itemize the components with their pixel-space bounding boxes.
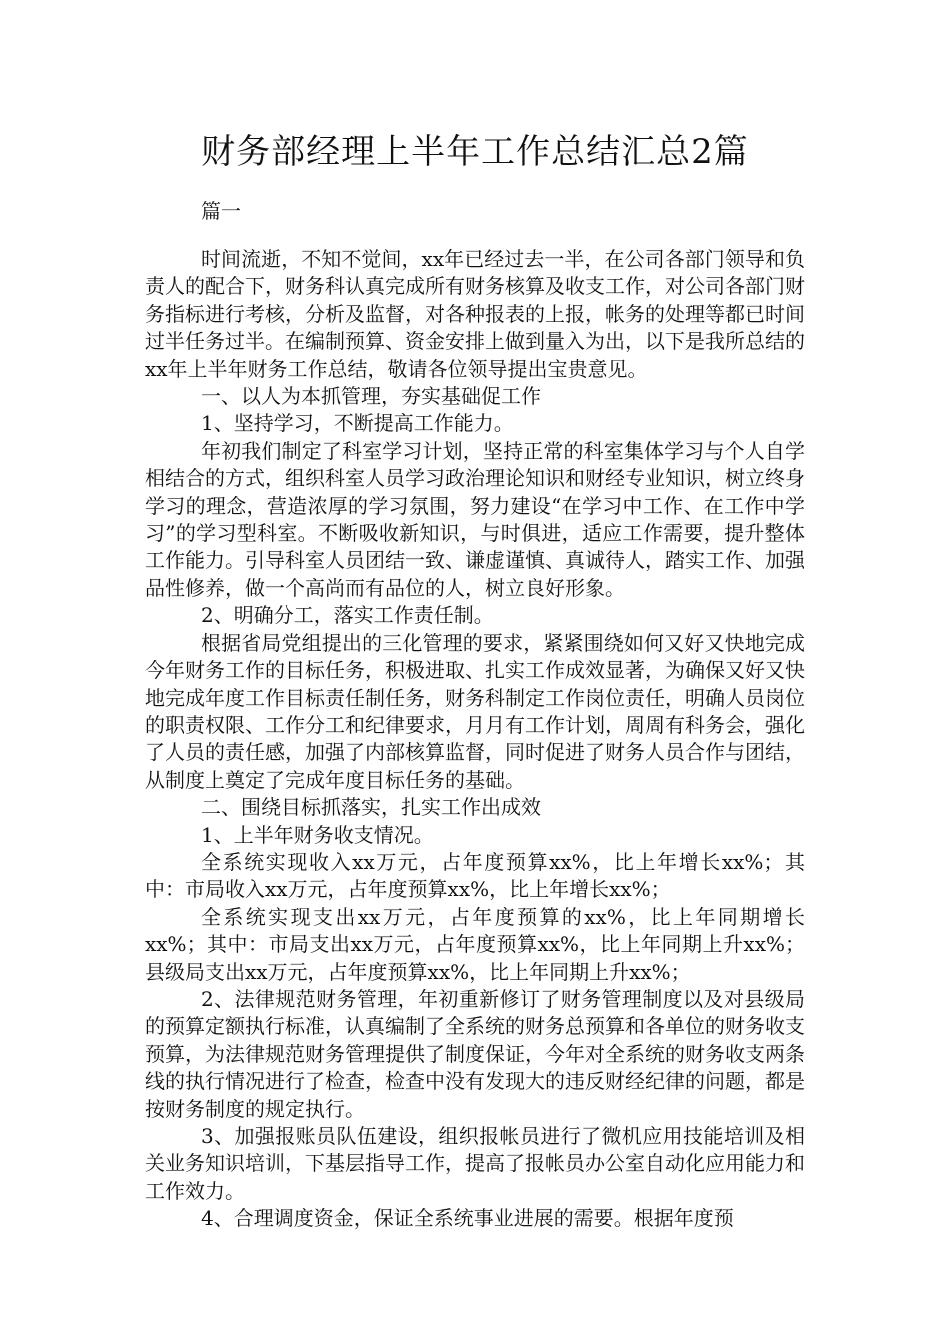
- paragraph: 4、合理调度资金，保证全系统事业进展的需要。根据年度预: [201, 1206, 734, 1231]
- subheading: 1、上半年财务收支情况。: [201, 822, 434, 847]
- document-body: [145, 246, 805, 1233]
- document-page: [145, 0, 805, 1344]
- subheading: 2、明确分工，落实工作责任制。: [201, 603, 494, 628]
- heading-1: 一、以人为本抓管理，夯实基础促工作: [201, 384, 541, 409]
- section-label: 篇一: [201, 199, 241, 223]
- paragraph: 年初我们制定了科室学习计划，坚持正常的科室集体学习与个人自学相结合的方式，组织科室人员学习政治理论知识和财经专业知识，树立终身学习的理念，营造浓厚的学习氛围，努力建设“在学习中工作、在工作中学习”的学习型科室。不断吸收新知识，与时俱进，适应工作需要，提升整体工作能力。引导科室人员团结一致、谦虚谨慎、真诚待人，踏实工作、加强品性修养，做一个高尚而有品位的人，树立良好形象。: [145, 438, 805, 600]
- paragraph: 全系统实现收入xx万元，占年度预算xx%，比上年增长xx%；其中：市局收入xx万元，占年度预算xx%，比上年增长xx%；: [145, 849, 805, 902]
- subheading: 1、坚持学习，不断提高工作能力。: [201, 411, 514, 436]
- paragraph: 3、加强报账员队伍建设，组织报帐员进行了微机应用技能培训及相关业务知识培训，下基层指导工作，提高了报帐员办公室自动化应用能力和工作效力。: [145, 1124, 805, 1203]
- document-title: 财务部经理上半年工作总结汇总2篇: [201, 132, 749, 172]
- paragraph: 时间流逝，不知不觉间，xx年已经过去一半，在公司各部门领导和负责人的配合下，财务科认真完成所有财务核算及收支工作，对公司各部门财务指标进行考核，分析及监督，对各种报表的上报，帐务的处理等都已时间过半任务过半。在编制预算、资金安排上做到量入为出，以下是我所总结的xx年上半年财务工作总结，敬请各位领导提出宝贵意见。: [145, 247, 805, 381]
- heading-2: 二、围绕目标抓落实，扎实工作出成效: [201, 795, 541, 820]
- paragraph: 2、法律规范财务管理，年初重新修订了财务管理制度以及对县级局的预算定额执行标准，认真编制了全系统的财务总预算和各单位的财务收支预算，为法律规范财务管理提供了制度保证，今年对全系统的财务收支两条线的执行情况进行了检查，检查中没有发现大的违反财经纪律的问题，都是按财务制度的规定执行。: [145, 986, 805, 1121]
- paragraph: 全系统实现支出xx万元，占年度预算的xx%，比上年同期增长xx%；其中：市局支出xx万元，占年度预算xx%，比上年同期上升xx%；县级局支出xx万元，占年度预算xx%，比上年同期上升xx%；: [145, 904, 805, 984]
- paragraph: 根据省局党组提出的三化管理的要求，紧紧围绕如何又好又快地完成今年财务工作的目标任务，积极进取、扎实工作成效显著，为确保又好又快地完成年度工作目标责任制任务，财务科制定工作岗位责任，明确人员岗位的职责权限、工作分工和纪律要求，月月有工作计划，周周有科务会，强化了人员的责任感，加强了内部核算监督，同时促进了财务人员合作与团结，从制度上奠定了完成年度目标任务的基础。: [145, 630, 805, 792]
